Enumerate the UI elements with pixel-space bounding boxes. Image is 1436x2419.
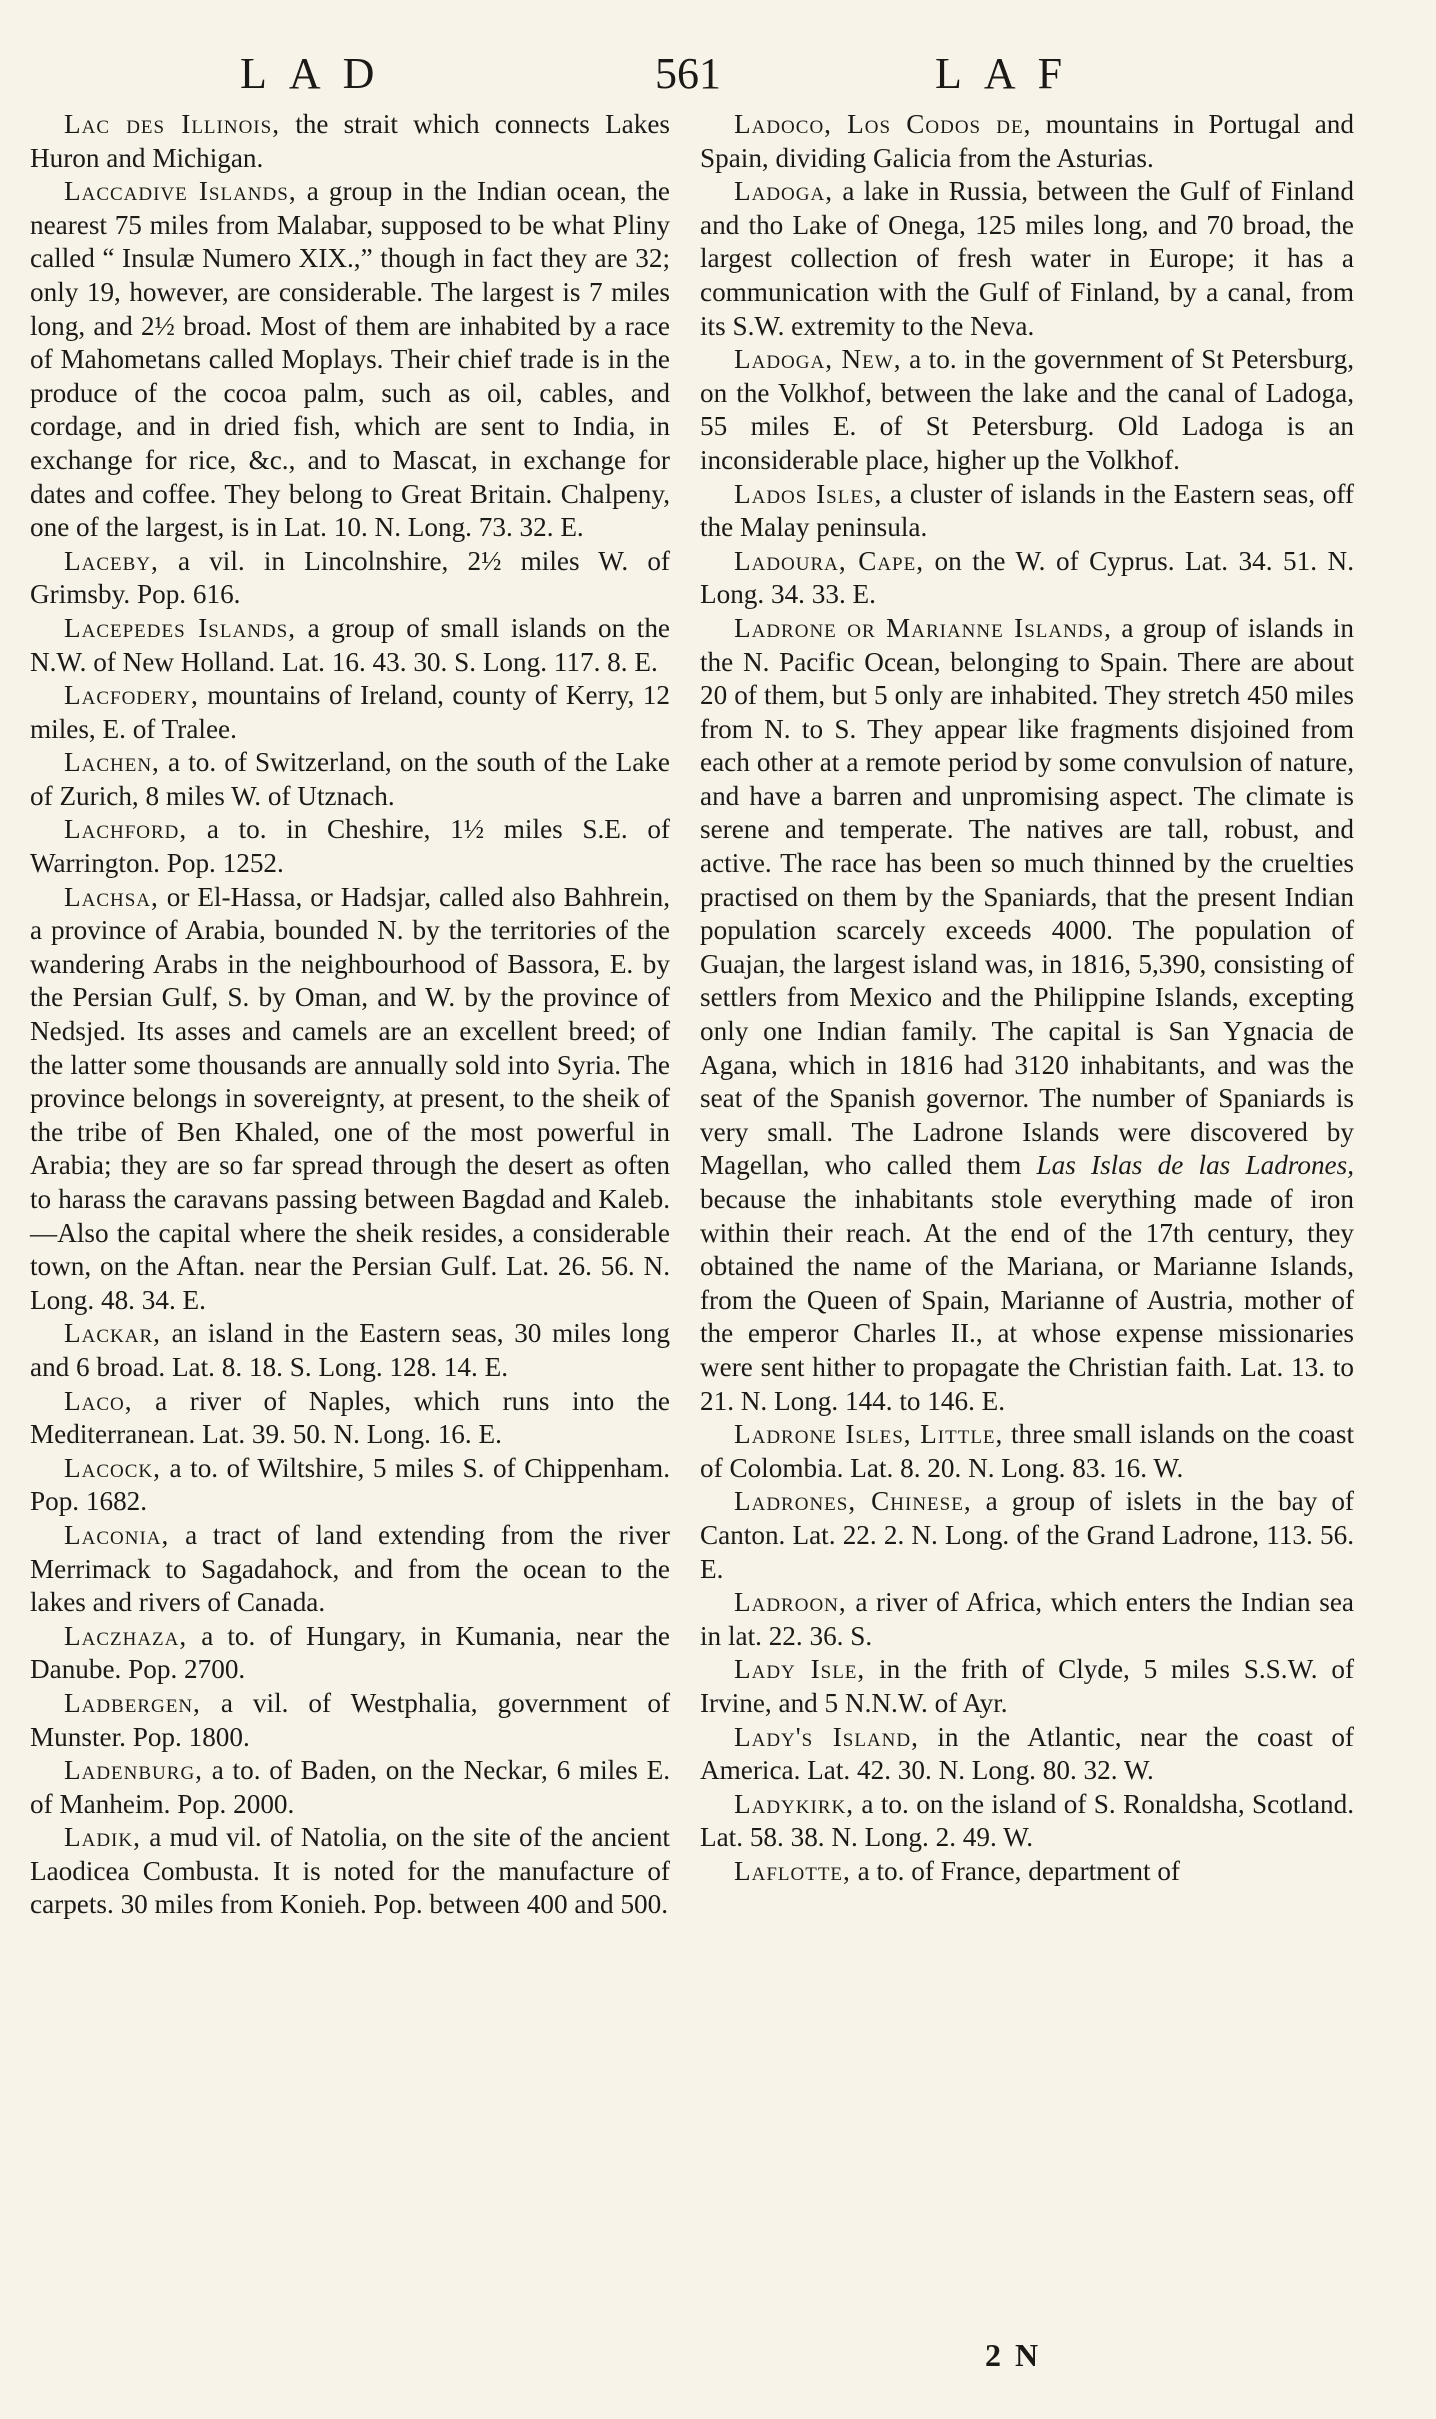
left-column	[30, 108, 670, 1922]
entry-text: in the Atlantic, near the coast of America. Lat. 42. 30. N. Long. 80. 32. W.	[700, 1721, 1354, 1786]
entry-text: the strait which connects Lakes Huron and Michigan.	[30, 109, 670, 173]
headword: Lachford,	[64, 814, 188, 845]
entry-text: a tract of land extending from the river Merrimack to Sagadahock, and from the ocean to the lakes and rivers of Canada.	[30, 1519, 670, 1618]
entry-text: a mud vil. of Natolia, on the site of the ancient Laodicea Combusta. It is noted for the manufacture of carpets. 30 miles from Konieh. Pop. between 400 and 500.	[30, 1822, 670, 1920]
running-header	[0, 48, 1436, 108]
entry	[30, 746, 670, 813]
headword: Lados Isles,	[734, 478, 883, 509]
headword: Laconia,	[64, 1519, 170, 1550]
entry	[30, 1385, 670, 1452]
headword: Laceby,	[64, 545, 159, 576]
header-left: LAD	[240, 49, 397, 98]
header-right: LAF	[935, 49, 1085, 98]
headword: Ladoga,	[734, 176, 834, 207]
entry	[700, 1653, 1354, 1720]
entry	[30, 1754, 670, 1821]
headword: Laflotte,	[734, 1855, 851, 1886]
headword: Ladbergen,	[64, 1687, 201, 1718]
headword: Ladrones, Chinese,	[734, 1486, 972, 1517]
entry	[700, 343, 1354, 477]
entry-text: a group of small islands on the N.W. of New Holland. Lat. 16. 43. 30. S. Long. 117. 8. E.	[30, 612, 670, 677]
entry	[700, 1418, 1354, 1485]
entry-text: a to. of Hungary, in Kumania, near the Danube. Pop. 2700.	[30, 1620, 670, 1685]
headword: Lachsa,	[64, 881, 159, 912]
headword: Ladik,	[64, 1822, 141, 1853]
entry	[700, 1721, 1354, 1788]
italic-phrase: Las Islas de las Ladrones,	[1036, 1150, 1354, 1181]
entry-text: a river of Naples, which runs into the Mediterranean. Lat. 39. 50. N. Long. 16. E.	[30, 1385, 670, 1450]
headword: Ladykirk,	[734, 1788, 855, 1819]
entry-text: mountains in Portugal and Spain, dividing Galicia from the Asturias.	[700, 109, 1354, 173]
entry-text: a to. of France, department of	[850, 1855, 1180, 1886]
headword: Lachen,	[64, 747, 160, 778]
entry-text: a to. in Cheshire, 1½ miles S.E. of Warrington. Pop. 1252.	[30, 814, 670, 879]
entry	[30, 545, 670, 612]
entry	[700, 1586, 1354, 1653]
entry	[700, 1855, 1354, 1889]
entry	[30, 813, 670, 880]
headword: Ladoura, Cape,	[734, 545, 925, 576]
entry	[30, 1452, 670, 1519]
signature-mark: 2 N	[985, 2337, 1042, 2373]
entry	[30, 881, 670, 1318]
entry	[700, 175, 1354, 343]
headword: Lacfodery,	[64, 680, 199, 711]
headword: Laccadive Islands,	[64, 176, 297, 207]
headword: Lady's Island,	[734, 1721, 919, 1752]
entry-text: a to. on the island of S. Ronaldsha, Scotland. Lat. 58. 38. N. Long. 2. 49. W.	[700, 1788, 1354, 1853]
entry	[30, 1687, 670, 1754]
entry-text: a river of Africa, which enters the Indian sea in lat. 22. 36. S.	[700, 1587, 1354, 1651]
entry-text: on the W. of Cyprus. Lat. 34. 51. N. Long. 34. 33. E.	[700, 545, 1354, 610]
entry	[30, 1519, 670, 1620]
entry-text: a cluster of islands in the Eastern seas, off the Malay peninsula.	[700, 478, 1354, 543]
entry-text: or El-Hassa, or Hadsjar, called also Bahhrein, a province of Arabia, bounded N. by the territories of the wandering Arabs in the neighbourhood of Bassora, E. by the Persian Gulf, S. by Oman, and W. by the province of Nedsjed. Its asses and camels are an excellent breed; of the latter some thousands are annually sold into Syria. The province belongs in sovereignty, at present, to the sheik of the tribe of Ben Khaled, one of the most powerful in Arabia; they are so far spread through the desert as often to harass the caravans passing between Bagdad and Kaleb.—Also the capital where the sheik resides, a considerable town, on the Aftan. near the Persian Gulf. Lat. 26. 56. N. Long. 48. 34. E.	[30, 881, 670, 1315]
headword: Lady Isle,	[734, 1654, 866, 1685]
entry	[700, 612, 1354, 1418]
entry	[30, 1317, 670, 1384]
entry-text: mountains of Ireland, county of Kerry, 12 miles, E. of Tralee.	[30, 680, 670, 744]
entry	[30, 612, 670, 679]
entry-text: a to. of Baden, on the Neckar, 6 miles E. of Manheim. Pop. 2000.	[30, 1755, 670, 1819]
entry	[30, 679, 670, 746]
entry-text: three small islands on the coast of Colombia. Lat. 8. 20. N. Long. 83. 16. W.	[700, 1419, 1354, 1483]
headword: Lackar,	[64, 1318, 161, 1349]
right-column	[700, 108, 1354, 1888]
entry	[30, 108, 670, 175]
headword: Lacock,	[64, 1452, 161, 1483]
headword: Lac des Illinois,	[64, 109, 280, 139]
headword: Laczhaza,	[64, 1620, 188, 1651]
headword: Ladrone Isles, Little,	[734, 1419, 1004, 1450]
entry-text: a group in the Indian ocean, the nearest 75 miles from Malabar, supposed to be what Pliny called “ Insulæ Numero XIX.,” though in fact they are 32; only 19, however, are considerable. The largest is 7 miles long, and 2½ broad. Most of them are inhabited by a race of Mahometans called Moplays. Their chief trade is in the produce of the cocoa palm, such as oil, cables, and cordage, and in dried fish, which are sent to India, in exchange for rice, &c., and to Mascat, in exchange for dates and coffee. They belong to Great Britain. Chalpeny, one of the largest, is in Lat. 10. N. Long. 73. 32. E.	[30, 176, 670, 543]
entry	[30, 175, 670, 545]
entry	[700, 545, 1354, 612]
headword: Ladroon,	[734, 1587, 847, 1618]
entry-text: a to. of Switzerland, on the south of the Lake of Zurich, 8 miles W. of Utznach.	[30, 747, 670, 811]
headword: Ladoco, Los Codos de,	[734, 109, 1032, 139]
entry-text: in the frith of Clyde, 5 miles S.S.W. of Irvine, and 5 N.N.W. of Ayr.	[700, 1654, 1354, 1718]
entry-text: a vil. in Lincolnshire, 2½ miles W. of Grimsby. Pop. 616.	[30, 545, 670, 610]
entry	[30, 1821, 670, 1922]
entry	[700, 1485, 1354, 1586]
entry-text: a group of islets in the bay of Canton. Lat. 22. 2. N. Long. of the Grand Ladrone, 113. 56. E.	[700, 1486, 1354, 1584]
headword: Laco,	[64, 1385, 133, 1416]
headword: Ladoga, New,	[734, 344, 902, 375]
entry-text: an island in the Eastern seas, 30 miles long and 6 broad. Lat. 8. 18. S. Long. 128. 14. E.	[30, 1318, 670, 1382]
headword: Ladrone or Marianne Islands,	[734, 612, 1112, 643]
entry-text: a lake in Russia, between the Gulf of Finland and tho Lake of Onega, 125 miles long, and 70 broad, the largest collection of fresh water in Europe; it has a communication with the Gulf of Finland, by a canal, from its S.W. extremity to the Neva.	[700, 176, 1354, 341]
entry-text: a vil. of Westphalia, government of Munster. Pop. 1800.	[30, 1687, 670, 1752]
entry-text: a to. in the government of St Petersburg, on the Volkhof, between the lake and the canal of Ladoga, 55 miles E. of St Petersburg. Old Ladoga is an inconsiderable place, higher up the Volkhof.	[700, 344, 1354, 475]
entry	[700, 1788, 1354, 1855]
headword: Lacepedes Islands,	[64, 612, 297, 643]
entry-text: because the inhabitants stole everything made of iron within their reach. At the end of the 17th century, they obtained the name of the Mariana, or Marianne Islands, from the Queen of Spain, Marianne of Austria, mother of the emperor Charles II., at whose expense missionaries were sent hither to propagate the Christian faith. Lat. 13. to 21. N. Long. 144. to 146. E.	[700, 1184, 1354, 1416]
entry-text: a to. of Wiltshire, 5 miles S. of Chippenham. Pop. 1682.	[30, 1452, 670, 1517]
entry-text: a group of islands in the N. Pacific Ocean, belonging to Spain. There are about 20 of them, but 5 only are inhabited. They stretch 450 miles from N. to S. They appear like fragments disjoined from each other at a remote period by some convulsion of nature, and have a barren and unpromising aspect. The climate is serene and temperate. The natives are tall, robust, and active. The race has been so much thinned by the cruelties practised on them by the Spaniards, that the present Indian population scarcely exceeds 4000. The population of Guajan, the largest island was, in 1816, 5,390, consisting of settlers from Mexico and the Philippine Islands, excepting only one Indian family. The capital is San Ygnacia de Agana, which in 1816 had 3120 inhabitants, and was the seat of the Spanish governor. The number of Spaniards is very small. The Ladrone Islands were discovered by Magellan, who called them	[700, 612, 1354, 1181]
entry	[700, 108, 1354, 175]
page-number: 561	[655, 49, 721, 98]
entry	[700, 478, 1354, 545]
headword: Ladenburg,	[64, 1755, 203, 1786]
entry	[30, 1620, 670, 1687]
